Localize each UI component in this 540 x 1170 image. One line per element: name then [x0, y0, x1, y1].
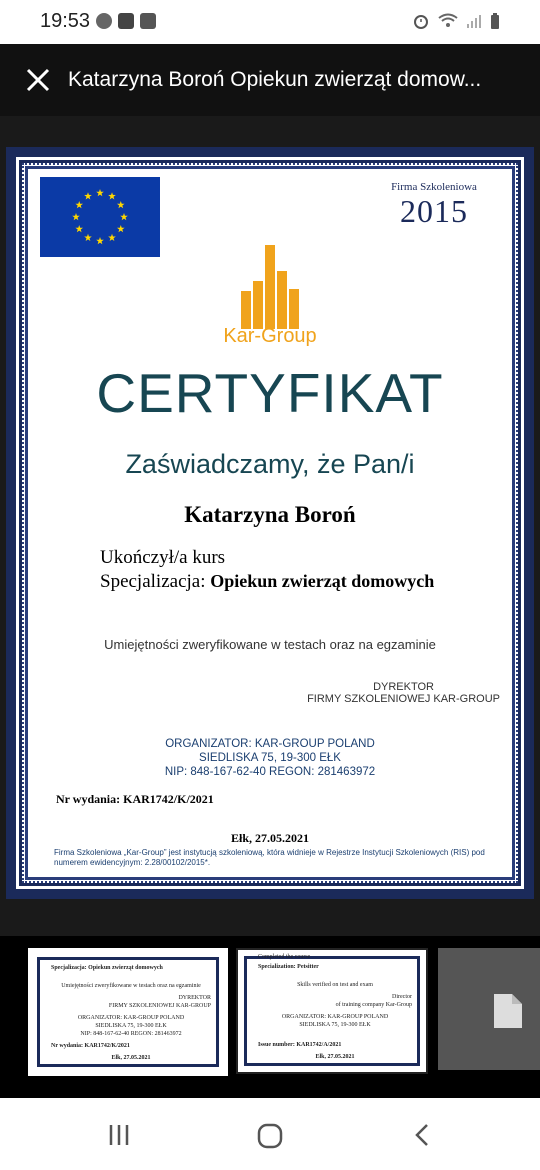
organizer-line-2: SIEDLISKA 75, 19-300 EŁK [199, 752, 341, 764]
nav-bar [0, 1098, 540, 1170]
organizer-line-1: ORGANIZATOR: KAR-GROUP POLAND [165, 738, 375, 750]
thumb-line: of training company Kar-Group [335, 1002, 412, 1008]
issue-number: Nr wydania: KAR1742/K/2021 [56, 792, 214, 806]
thumb-line: SIEDLISKA 75, 19-300 EŁK [299, 1022, 371, 1028]
firm-year-block [374, 181, 494, 230]
thumbnail-1[interactable] [28, 948, 228, 1076]
certificate-footer: Firma Szkoleniowa „Kar-Group” jest instytucją szkoleniową, która widnieje w Rejestrze Instytucji Szkoleniowych (RIS) pod numerem ewidencyjnym: 2.28/00102/2015*. [54, 848, 485, 867]
thumb-line: Director [392, 994, 412, 1000]
organizer-line-3: NIP: 848-167-62-40 REGON: 281463972 [164, 766, 376, 778]
place-date: Ełk, 27.05.2021 [230, 831, 309, 845]
alarm-icon [412, 12, 430, 30]
thumb-line: Skills verified on test and exam [297, 982, 373, 988]
thumb-line: Specjalizacja: Opiekun zwierząt domowych [51, 965, 163, 971]
brand-name: Kar-Group [223, 325, 317, 347]
battery-icon [490, 12, 500, 30]
recents-icon[interactable] [106, 1122, 132, 1148]
orange-icon [118, 13, 134, 29]
back-icon[interactable] [410, 1122, 434, 1148]
firm-year: 2015 [400, 193, 468, 229]
thumbnail-border [37, 957, 219, 1067]
status-left-icons [96, 13, 156, 29]
thumb-line: Nr wydania: KAR1742/K/2021 [51, 1043, 130, 1049]
specialization [100, 571, 434, 593]
thumb-line: Ełk, 27.05.2021 [315, 1054, 355, 1060]
thumb-line: ORGANIZATOR: KAR-GROUP POLAND [281, 1014, 389, 1020]
director-line-2: FIRMY SZKOLENIOWEJ KAR-GROUP [307, 693, 500, 705]
kar-group-logo [6, 241, 534, 348]
buildings-logo-icon [235, 241, 305, 331]
home-icon[interactable] [256, 1122, 284, 1150]
firm-label: Firma Szkoleniowa [391, 181, 477, 193]
thumbnail-border [244, 956, 420, 1066]
status-bar [0, 0, 540, 44]
thumb-line: DYREKTOR [178, 995, 211, 1001]
thumbnail-2[interactable] [236, 948, 428, 1074]
title-bar [0, 44, 540, 116]
page-title: Katarzyna Boroń Opiekun zwierząt domow... [68, 68, 482, 91]
certificate-image[interactable] [6, 147, 534, 899]
thumb-line: NIP: 848-167-62-40 REGON: 281463972 [80, 1031, 182, 1037]
thumb-line: Specialization: Petsitter [258, 964, 319, 970]
chrome-icon [96, 13, 112, 29]
thumb-line: FIRMY SZKOLENIOWEJ KAR-GROUP [108, 1003, 211, 1009]
specialization-value: Opiekun zwierząt domowych [210, 571, 435, 591]
wifi-icon [438, 13, 458, 29]
gallery-icon [140, 13, 156, 29]
thumb-line: Issue number: KAR1742/A/2021 [258, 1042, 342, 1048]
organizer-block [6, 737, 534, 779]
thumbnail-3[interactable] [438, 948, 540, 1070]
director-block [307, 681, 500, 705]
thumbnail-strip [0, 936, 540, 1096]
thumb-line: SIEDLISKA 75, 19-300 EŁK [95, 1023, 167, 1029]
thumb-line: Ełk, 27.05.2021 [111, 1055, 151, 1061]
thumb-line: Umiejętności zweryfikowane w testach oraz na egzaminie [61, 983, 201, 989]
thumb-line: Completed the course [258, 954, 311, 960]
course-completed: Ukończył/a kurs [100, 547, 226, 568]
status-time: 19:53 [40, 10, 91, 32]
certificate-subheading: Zaświadczamy, że Pan/i [125, 449, 415, 479]
director-line-1: DYREKTOR [373, 681, 434, 693]
status-right-icons [412, 12, 500, 30]
specialization-label: Specjalizacja: [100, 571, 206, 592]
signal-icon [466, 13, 482, 29]
certificate-heading: CERTYFIKAT [96, 362, 444, 424]
thumb-line: ORGANIZATOR: KAR-GROUP POLAND [77, 1015, 185, 1021]
skills-statement: Umiejętności zweryfikowane w testach oraz na egzaminie [104, 637, 436, 652]
recipient-name: Katarzyna Boroń [184, 502, 356, 527]
document-icon [494, 994, 522, 1028]
close-icon[interactable] [24, 66, 52, 94]
